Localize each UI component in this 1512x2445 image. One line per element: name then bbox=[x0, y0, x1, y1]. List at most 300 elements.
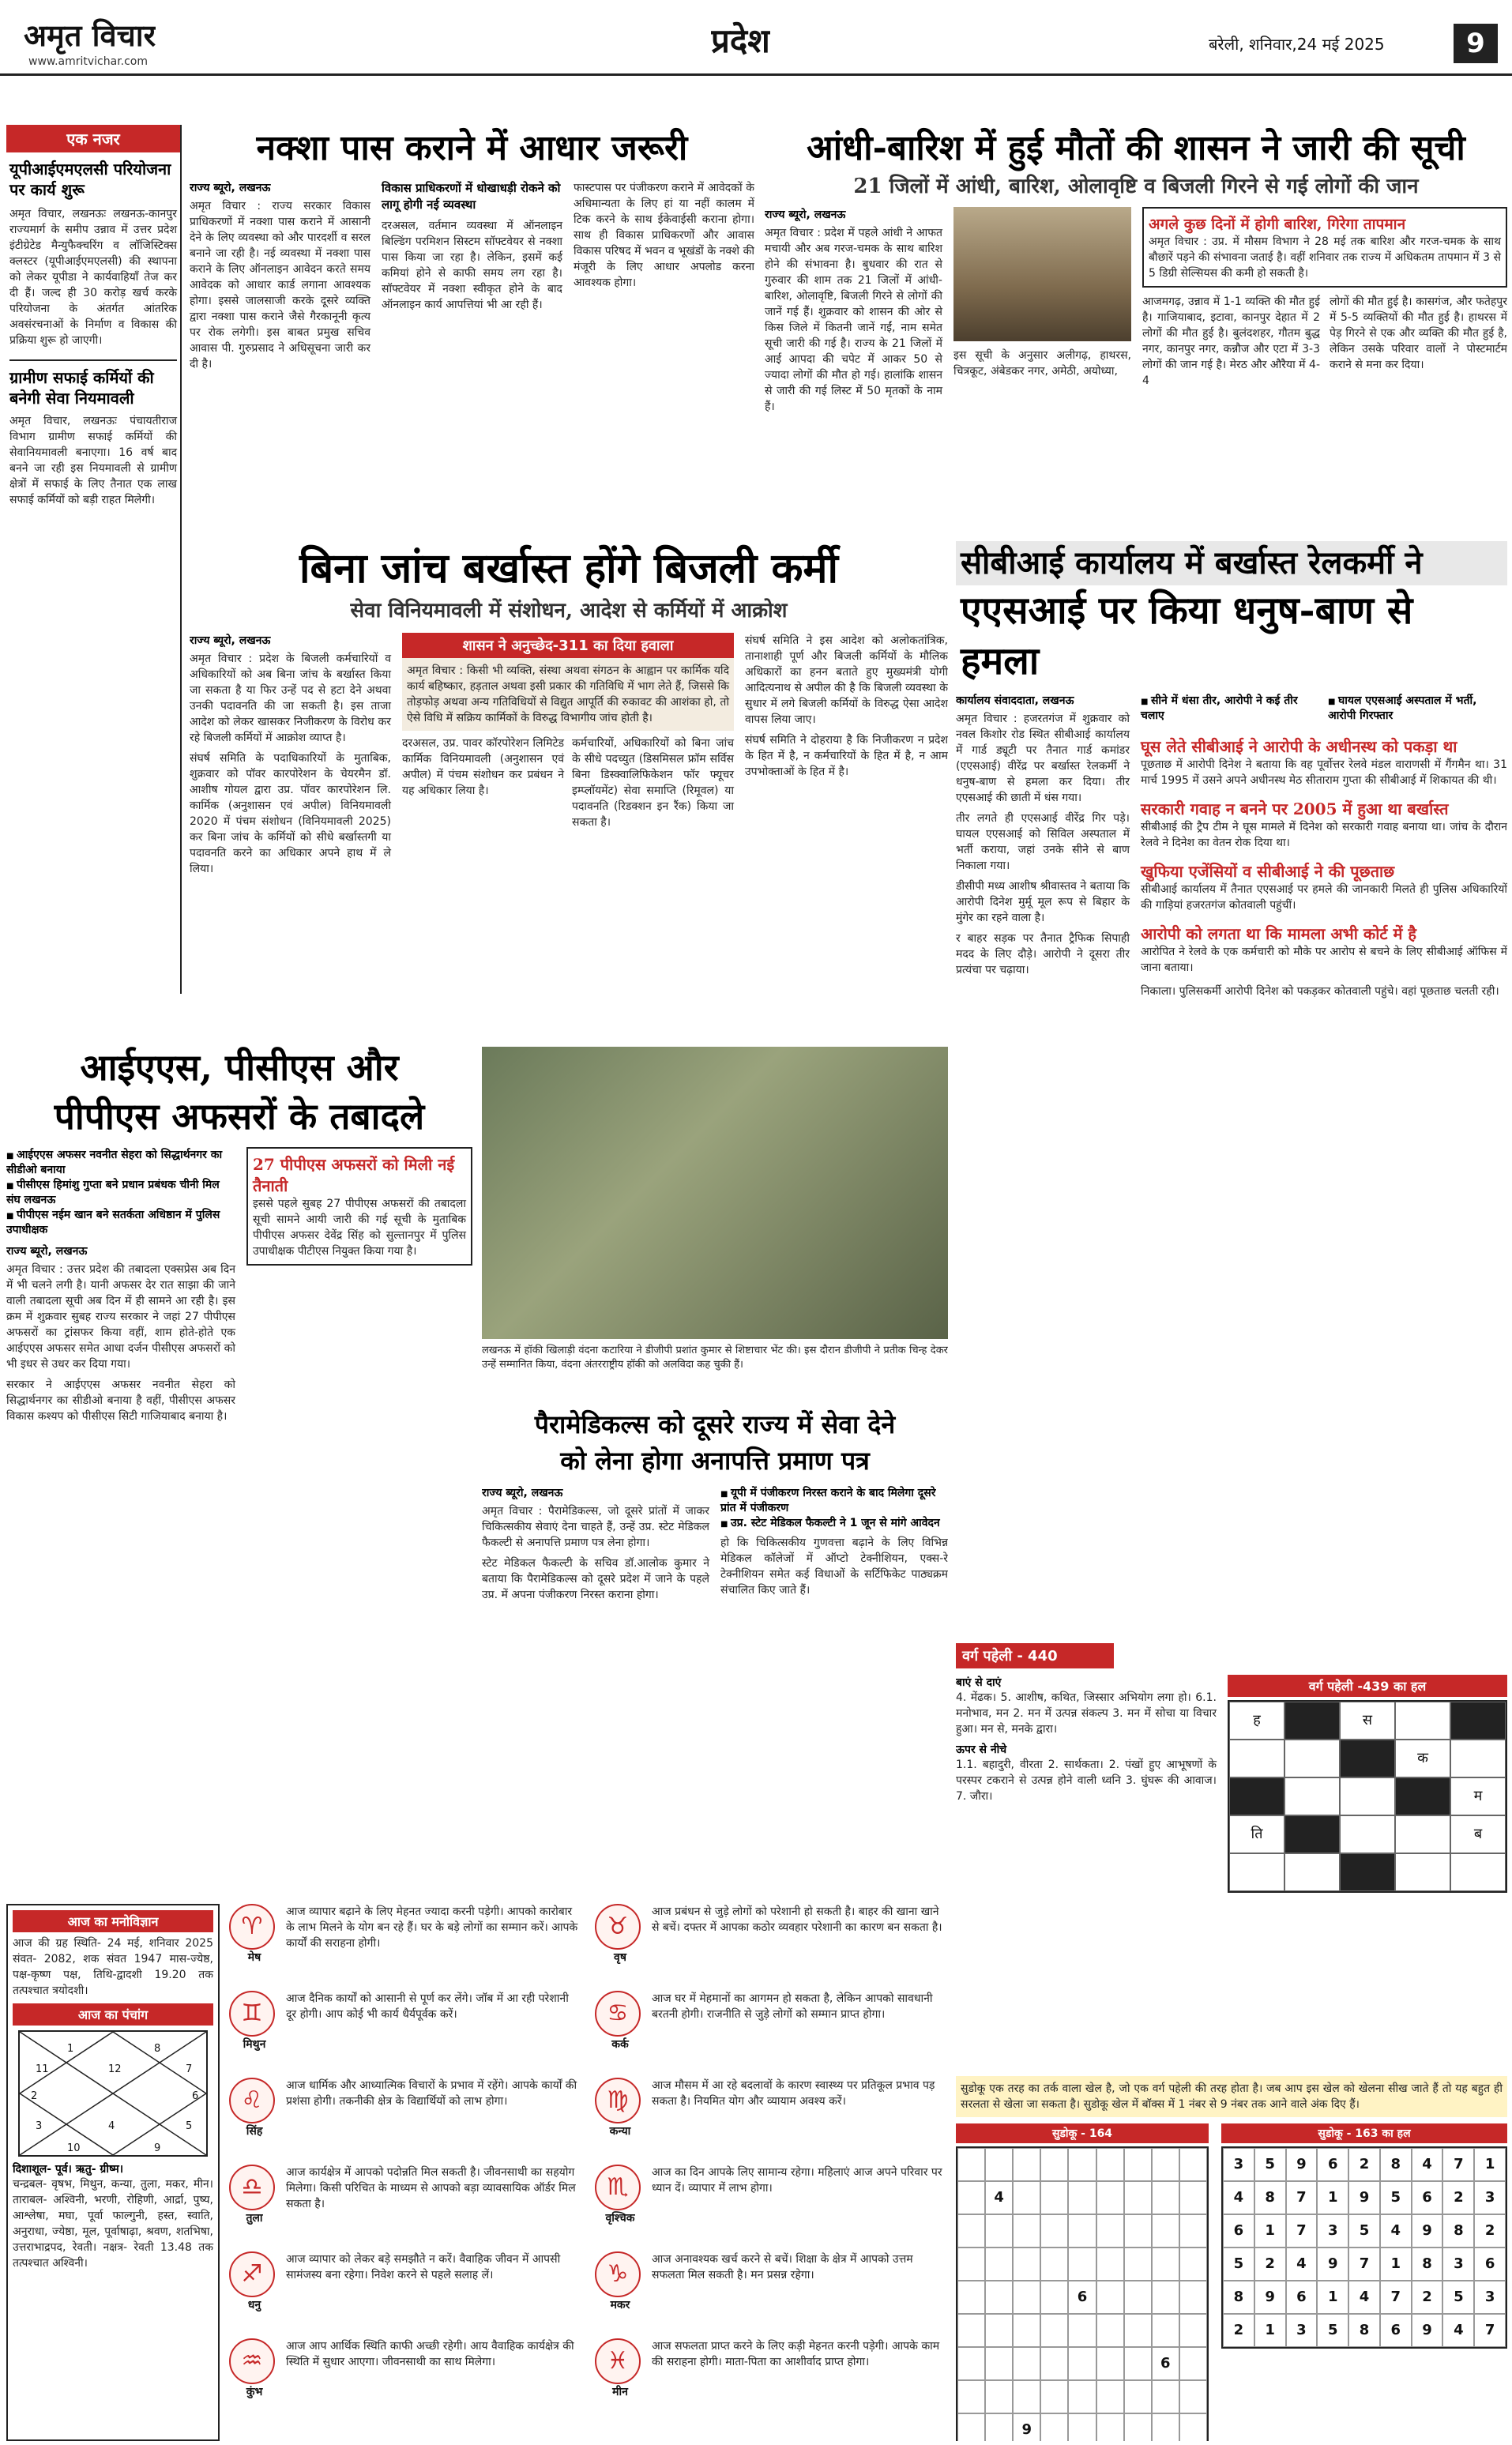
naksha-body-1: अमृत विचार : राज्य सरकार विकास प्राधिकरणों में नक्शा पास कराने में आसानी देने के लिए व्यवस्था को और पारदर्शी व सरल बनाने जा रही है। नई व्यवस्था में नक्शा पास कराने के लिए ऑनलाइन आवेदन करते समय आवेदक को आधार कार्ड लगाना आवश्यक होगा। इससे जालसाजी करके दूसरे व्यक्ति द्वारा नक्शा पास कराने जैसे गैरकानूनी कृत्य पर रोक लगेगी। इस बाबत प्रमुख सचिव आवास पी. गुरुप्रसाद ने अधिसूचना जारी कर दी है। bbox=[190, 200, 370, 371]
aandhi-body-3: आजमगढ़, उन्नाव में 1-1 व्यक्ति की मौत हुई है। गाजियाबाद, इटावा, कानपुर देहात में 2 लोगों की मौत हुई है। बुलंदशहर, गौतम बुद्ध नगर, कानपुर नगर, कन्नौज और एटा में 3-3 लोगों की जान गई है। मेरठ और औरैया में 4-4 bbox=[1142, 295, 1320, 387]
sudoku-cell[interactable] bbox=[985, 2347, 1013, 2380]
sudoku-cell[interactable] bbox=[1096, 2281, 1124, 2314]
rashifal-item bbox=[595, 1991, 948, 2071]
cbi-bullet-1: ■ सीने में धंसा तीर, आरोपी ने कई तीर चलाए bbox=[1141, 693, 1320, 723]
sudoku-cell[interactable] bbox=[1152, 2281, 1179, 2314]
kundali-house-number: 9 bbox=[154, 2142, 161, 2154]
sudoku-cell[interactable] bbox=[1040, 2380, 1068, 2413]
zodiac-name: मेष bbox=[247, 1951, 261, 1964]
crossword-cell bbox=[1284, 1815, 1340, 1853]
kundali-house-number: 2 bbox=[31, 2090, 38, 2102]
sudoku-cell: 7 bbox=[1442, 2148, 1474, 2181]
sudoku-cell[interactable] bbox=[1096, 2214, 1124, 2248]
sudoku-cell[interactable] bbox=[1040, 2214, 1068, 2248]
sudoku-cell: 4 bbox=[1286, 2248, 1318, 2281]
cbi-article bbox=[956, 541, 1507, 1631]
kundali-house-number: 1 bbox=[67, 2043, 74, 2055]
sudoku-cell[interactable] bbox=[1152, 2380, 1179, 2413]
sudoku-cell: 9 bbox=[1412, 2314, 1443, 2347]
bijli-body-5: संघर्ष समिति ने इस आदेश को अलोकतांत्रिक, तानाशाही पूर्ण और बिजली कर्मियों के मौलिक अधिकारों का हनन बताते हुए मुख्यमंत्री योगी आदित्यनाथ से अपील की है कि बिजली व्यवस्था के सुधार में लगे बिजली कर्मियों के विरुद्ध ऐसा आदेश वापस लिया जाए। bbox=[745, 634, 948, 726]
zodiac-icon: ♏ bbox=[595, 2165, 641, 2210]
zodiac-icon: ♋ bbox=[595, 1991, 641, 2037]
sudoku-cell[interactable] bbox=[1179, 2347, 1207, 2380]
sudoku-cell[interactable] bbox=[1124, 2281, 1152, 2314]
crossword-cell bbox=[1284, 1740, 1340, 1777]
sudoku-cell: 3 bbox=[1317, 2214, 1348, 2248]
zodiac-name: कर्क bbox=[611, 2038, 629, 2051]
crossword-across-clues: 4. मेंढक। 5. आशीष, कथित, जिस्सार अभियोग लगा हो। 6.1. मनोभाव, मन 2. मन में उत्पन्न संकल्प 3. मन में सोचा या विचार हुआ। मन से, मनके द्वारा। bbox=[956, 1691, 1217, 1736]
weather-forecast-box bbox=[1142, 207, 1507, 288]
sudoku-cell[interactable] bbox=[1096, 2148, 1124, 2181]
sudoku-cell: 5 bbox=[1380, 2181, 1412, 2214]
sudoku-instructions: सुडोकू एक तरह का तर्क वाला खेल है, जो एक वर्ग पहेली की तरह होता है। जब आप इस खेल को खेलना सीख जाते हैं तो यह बहुत ही सरलता से खेला जा सकता है। सुडोकू खेल में बॉक्स में 1 नंबर से 9 नंबर तक आने वाले अंक दिए हैं। bbox=[956, 2076, 1507, 2117]
crossword-cell bbox=[1229, 1853, 1284, 1891]
ias-bullet-1: ■ आईएएस अफसर नवनीत सेहरा को सिद्धार्थनगर का सीडीओ बनाया bbox=[6, 1147, 235, 1177]
sudoku-cell: 6 bbox=[1286, 2281, 1318, 2314]
sudoku-cell[interactable] bbox=[985, 2314, 1013, 2347]
crossword-cell: क bbox=[1395, 1740, 1450, 1777]
sudoku-cell: 7 bbox=[1286, 2181, 1318, 2214]
crossword-cell: ब bbox=[1450, 1815, 1506, 1853]
zodiac-name: वृष bbox=[614, 1951, 626, 1964]
crossword-cell bbox=[1340, 1740, 1395, 1777]
sudoku-cell: 8 bbox=[1380, 2148, 1412, 2181]
sudoku-puzzle-grid[interactable] bbox=[956, 2146, 1209, 2441]
sudoku-cell[interactable] bbox=[957, 2248, 985, 2281]
paramedical-bullet-1: ■ यूपी में पंजीकरण निरस्त कराने के बाद मिलेगा दूसरे प्रांत में पंजीकरण bbox=[720, 1485, 948, 1515]
sudoku-cell: 7 bbox=[1474, 2314, 1506, 2347]
crossword-down-label: ऊपर से नीचे bbox=[956, 1743, 1007, 1756]
sudoku-cell[interactable] bbox=[1179, 2380, 1207, 2413]
page-number: 9 bbox=[1454, 24, 1498, 63]
zodiac-prediction: आज घर में मेहमानों का आगमन हो सकता है, लेकिन आपको सावधानी बरतनी होगी। राजनीति से जुड़े लोगों को सम्मान प्राप्त होगा। bbox=[652, 1992, 933, 2021]
sudoku-cell: 7 bbox=[1348, 2248, 1380, 2281]
sudoku-cell[interactable] bbox=[1013, 2181, 1040, 2214]
zodiac-icon: ♒ bbox=[229, 2338, 275, 2384]
zodiac-name: वृश्चिक bbox=[605, 2212, 635, 2225]
zodiac-icon: ♓ bbox=[595, 2338, 641, 2384]
sudoku-solution-grid bbox=[1221, 2146, 1507, 2349]
bijli-body-4: कर्मचारियों, अधिकारियों को बिना जांच के सीधे पदच्युत (डिसमिसल फ्रॉम सर्विस बिना डिस्क्वालिफिकेशन फॉर फ्यूचर इम्प्लॉयमेंट) सेवा समाप्ति (रिमूवल) या पदावनति (रिडक्शन इन रैंक) किया जा सकता है। bbox=[572, 737, 734, 829]
panchang-kundali-title: आज का पंचांग bbox=[13, 2003, 213, 2026]
website-url[interactable]: www.amritvichar.com bbox=[28, 55, 149, 68]
sudoku-cell: 9 bbox=[1317, 2248, 1348, 2281]
sudoku-cell[interactable] bbox=[957, 2281, 985, 2314]
ias-body-1: अमृत विचार : उत्तर प्रदेश की तबादला एक्सप्रेस अब दिन में भी चलने लगी है। यानी अफसर देर रात साझा की जाने वाली तबादला सूची अब दिन में ही सामने आ रही है। इस क्रम में शुक्रवार सुबह राज्य सरकार ने जहां 27 पीपीएस अफसरों का ट्रांसफर किया वहीं, शाम होते-होते एक आईएएस अफसर समेत आधा दर्जन पीसीएस अफसरों को भी इधर से उधर कर दिया गया। bbox=[6, 1263, 235, 1371]
paramedical-bullet-2: ■ उप्र. स्टेट मेडिकल फैकल्टी ने 1 जून से मांगे आवेदन bbox=[720, 1515, 948, 1530]
sudoku-cell[interactable] bbox=[1040, 2314, 1068, 2347]
crossword-cell bbox=[1395, 1815, 1450, 1853]
crossword-cell bbox=[1450, 1740, 1506, 1777]
rashifal-grid bbox=[229, 1904, 948, 2419]
rashifal-item bbox=[595, 2078, 948, 2158]
crossword-cell bbox=[1284, 1853, 1340, 1891]
kundali-house-number: 8 bbox=[154, 2043, 161, 2055]
rashifal-item bbox=[229, 1904, 582, 1984]
ek-nazar-headline-2: ग्रामीण सफाई कर्मियों की बनेगी सेवा नियमावली bbox=[9, 359, 177, 408]
sudoku-cell[interactable] bbox=[985, 2380, 1013, 2413]
zodiac-name: मकर bbox=[610, 2299, 630, 2311]
rashifal-item bbox=[229, 2338, 582, 2419]
sudoku-cell[interactable] bbox=[1013, 2314, 1040, 2347]
sudoku-cell: 6 bbox=[1223, 2214, 1254, 2248]
zodiac-name: मीन bbox=[612, 2386, 628, 2398]
sudoku-cell[interactable] bbox=[1179, 2248, 1207, 2281]
panchang-text: आज की ग्रह स्थिति- 24 मई, शनिवार 2025 संवत- 2082, शक संवत 1947 मास-ज्येष्ठ, पक्ष-कृष्ण पक्ष, तिथि-द्वादशी 19.20 तक तत्पश्चात त्रयोदशी। bbox=[13, 1937, 213, 1997]
crossword-cell bbox=[1340, 1853, 1395, 1891]
zodiac-icon: ♈ bbox=[229, 1904, 275, 1950]
sudoku-cell[interactable] bbox=[1013, 2380, 1040, 2413]
bijli-headline: बिना जांच बर्खास्त होंगे बिजली कर्मी bbox=[299, 544, 838, 592]
sudoku-cell: 2 bbox=[1348, 2148, 1380, 2181]
bijli-subheadline: सेवा विनियमावली में संशोधन, आदेश से कर्मियों में आक्रोश bbox=[350, 599, 788, 623]
storm-damage-photo bbox=[953, 207, 1131, 341]
sudoku-cell[interactable] bbox=[957, 2214, 985, 2248]
cbi-byline: कार्यालय संवाददाता, लखनऊ bbox=[956, 694, 1074, 707]
sudoku-cell[interactable] bbox=[1179, 2314, 1207, 2347]
dishashool: दिशाशूल- पूर्व। ऋतु- ग्रीष्म। bbox=[13, 2163, 124, 2176]
kundali-house-number: 11 bbox=[36, 2063, 49, 2075]
sudoku-cell: 8 bbox=[1254, 2181, 1286, 2214]
crossword-cell bbox=[1395, 1777, 1450, 1815]
panchang-sub-title: आज का मनोविज्ञान bbox=[13, 1910, 213, 1932]
cbi-side-headline-3: खुफिया एजेंसियों व सीबीआई ने की पूछताछ bbox=[1141, 862, 1395, 881]
sudoku-cell[interactable] bbox=[1096, 2380, 1124, 2413]
sudoku-cell: 4 bbox=[1223, 2181, 1254, 2214]
ias-bullet-2: ■ पीसीएस हिमांशु गुप्ता बने प्रधान प्रबंधक चीनी मिल संघ लखनऊ bbox=[6, 1177, 235, 1207]
sudoku-cell: 5 bbox=[1442, 2281, 1474, 2314]
sudoku-cell[interactable] bbox=[1096, 2413, 1124, 2441]
kundali-house-number: 7 bbox=[186, 2063, 193, 2075]
paramedical-headline-1: पैरामेडिकल्स को दूसरे राज्य में सेवा देने bbox=[534, 1409, 896, 1439]
sudoku-cell[interactable] bbox=[985, 2413, 1013, 2441]
zodiac-icon: ♐ bbox=[229, 2251, 275, 2297]
bijli-body-2: संघर्ष समिति के पदाधिकारियों के मुताबिक, शुक्रवार को पॉवर कारपोरेशन के चेयरमैन डॉ. आशीष गोयल द्वारा उप्र. पॉवर कारपोरेशन लि. कार्मिक (अनुशासन एवं अपील) विनियमावली 2020 में पंचम संशोधन (विनियमावली 2025) कर बिना जांच के कर्मियों को सीधे बर्खास्तगी या पदावनति करने का अधिकार अपने हाथ में ले लिया। bbox=[190, 752, 391, 875]
sudoku-cell: 7 bbox=[1380, 2281, 1412, 2314]
panchang-more: चन्द्रबल- वृषभ, मिथुन, कन्या, तुला, मकर, मीन। ताराबल- अश्विनी, भरणी, रोहिणी, आर्द्रा, पुष्य, आश्लेषा, मघा, पूर्वा फाल्गुनी, हस्त, स्वाति, अनुराधा, ज्येष्ठा, मूल, पूर्वाषाढ़ा, श्रवण, शतभिषा, उत्तराभाद्रपद, रेवती। नक्षत्र- रेवती 13.48 तक तत्पश्चात अश्विनी। bbox=[13, 2178, 213, 2270]
sudoku-cell: 2 bbox=[1412, 2281, 1443, 2314]
sudoku-cell: 1 bbox=[1317, 2181, 1348, 2214]
zodiac-prediction: आज व्यापार बढ़ाने के लिए मेहनत ज्यादा करनी पड़ेगी। आपको कारोबार के लाभ मिलने के योग बन रहे हैं। घर के बड़े लोगों का सम्मान करें। आपके कार्यों की सराहना होगी। bbox=[286, 1905, 578, 1950]
sudoku-cell[interactable] bbox=[957, 2413, 985, 2441]
zodiac-name: तुला bbox=[246, 2212, 263, 2225]
forecast-title: अगले कुछ दिनों में होगी बारिश, गिरेगा तापमान bbox=[1149, 216, 1406, 233]
sudoku-cell[interactable] bbox=[1124, 2380, 1152, 2413]
naksha-body-2: दरअसल, वर्तमान व्यवस्था में ऑनलाइन बिल्डिंग परमिशन सिस्टम सॉफ्टवेयर से नक्शा पास किया जा रहा है। लेकिन, इसमें कई कमियां होने से काफी समय लग रहा है। सॉफ्टवेयर में नक्शा स्वीकृत होने के बाद ऑनलाइन कार्य आपत्तियां भी आ रही हैं। bbox=[382, 220, 562, 311]
sudoku-cell[interactable] bbox=[957, 2148, 985, 2181]
aandhi-body-4: लोगों की मौत हुई है। कासगंज, और फतेहपुर में 5-5 व्यक्तियों की मौत हुई है। हाथरस में पेड़ गिरने से एक और व्यक्ति की मौत हुई है, लेकिन उसके परिवार वालों ने पोस्टमार्टम कराने से मना कर दिया। bbox=[1330, 295, 1507, 371]
cbi-body-5: र बाहर सड़क पर तैनात ट्रैफिक सिपाही मदद के लिए दौड़े। आरोपी ने दूसरा तीर प्रत्यंचा पर चढ़ाया। bbox=[956, 932, 1130, 976]
sudoku-cell[interactable]: 6 bbox=[1068, 2281, 1096, 2314]
aandhi-subheadline: 21 जिलों में आंधी, बारिश, ओलावृष्टि व बिजली गिरने से गई लोगों की जान bbox=[853, 175, 1419, 198]
cbi-side-headline-4: आरोपी को लगता था कि मामला अभी कोर्ट में है bbox=[1141, 924, 1417, 943]
sudoku-cell[interactable] bbox=[1013, 2248, 1040, 2281]
crossword-cell bbox=[1450, 1702, 1506, 1740]
ek-nazar-column bbox=[6, 125, 182, 994]
kundali-lines bbox=[20, 2032, 206, 2155]
sudoku-cell: 3 bbox=[1474, 2281, 1506, 2314]
rashifal-item bbox=[595, 2338, 948, 2419]
sudoku-cell[interactable] bbox=[1096, 2314, 1124, 2347]
sudoku-cell[interactable] bbox=[1124, 2181, 1152, 2214]
crossword-cell bbox=[1284, 1702, 1340, 1740]
crossword-prev-grid bbox=[1228, 1700, 1507, 1893]
zodiac-icon: ♑ bbox=[595, 2251, 641, 2297]
panchang-block bbox=[6, 1904, 220, 2441]
cbi-side-body-4: आरोपित ने रेलवे के एक कर्मचारी को मौके पर आरोप से बचने के लिए सीबीआई ऑफिस में जाना बताया। bbox=[1141, 946, 1507, 974]
zodiac-prediction: आज व्यापार को लेकर बड़े समझौते न करें। वैवाहिक जीवन में आपसी सामंजस्य बना रहेगा। निवेश करने से पहले सलाह लें। bbox=[286, 2253, 561, 2281]
crossword-cell bbox=[1395, 1853, 1450, 1891]
sudoku-cell[interactable] bbox=[1068, 2347, 1096, 2380]
sudoku-cell[interactable]: 6 bbox=[1152, 2347, 1179, 2380]
naksha-byline: राज्य ब्यूरो, लखनऊ bbox=[190, 182, 271, 194]
sudoku-cell: 9 bbox=[1286, 2148, 1318, 2181]
paramedical-article bbox=[482, 1406, 948, 1896]
zodiac-prediction: आज प्रबंधन से जुड़े लोगों को परेशानी हो सकती है। बाहर की खाना खाने से बचें। दफ्तर में आपका कठोर व्यवहार परेशानी का कारण बन सकता है। bbox=[652, 1905, 942, 1934]
sudoku-cell: 6 bbox=[1380, 2314, 1412, 2347]
sudoku-cell[interactable] bbox=[1124, 2413, 1152, 2441]
sudoku-cell[interactable] bbox=[1124, 2314, 1152, 2347]
sudoku-cell[interactable] bbox=[1068, 2148, 1096, 2181]
sudoku-cell: 2 bbox=[1223, 2314, 1254, 2347]
crossword-block bbox=[956, 1643, 1507, 2070]
ias-bullet-3: ■ पीपीएस नईम खान बने सतर्कता अधिष्ठान में पुलिस उपाधीक्षक bbox=[6, 1207, 235, 1237]
sudoku-cell[interactable] bbox=[1179, 2413, 1207, 2441]
kundali-house-number: 6 bbox=[192, 2090, 199, 2102]
sudoku-cell[interactable] bbox=[957, 2380, 985, 2413]
sudoku-cell: 6 bbox=[1317, 2148, 1348, 2181]
crossword-cell: ह bbox=[1229, 1702, 1284, 1740]
bijli-byline: राज्य ब्यूरो, लखनऊ bbox=[190, 634, 271, 647]
sudoku-cell: 1 bbox=[1474, 2148, 1506, 2181]
sudoku-cell[interactable] bbox=[1179, 2148, 1207, 2181]
sudoku-cell: 3 bbox=[1474, 2181, 1506, 2214]
sudoku-cell[interactable] bbox=[1068, 2380, 1096, 2413]
crossword-cell: म bbox=[1450, 1777, 1506, 1815]
sudoku-cell[interactable] bbox=[1040, 2148, 1068, 2181]
naksha-body-3: फास्टपास पर पंजीकरण कराने में आवेदकों के अधिमान्यता के लिए हां या नहीं कालम में टिक करने के साथ ईकेवाईसी कराना होगा। साथ ही विकास प्राधिकरणों और आवास विकास परिषद में भवन व भूखंडों के नक्शे की मंजूरी के लिए आधार अपलोड करना आवश्यक होगा। bbox=[574, 182, 754, 289]
rashifal-block bbox=[229, 1904, 948, 2441]
kundali-house-number: 4 bbox=[108, 2120, 115, 2132]
sudoku-cell[interactable] bbox=[985, 2214, 1013, 2248]
crossword-across-label: बाएं से दाएं bbox=[956, 1676, 1002, 1689]
naksha-headline: नक्शा पास कराने में आधार जरूरी bbox=[256, 128, 688, 168]
zodiac-icon: ♍ bbox=[595, 2078, 641, 2123]
masthead bbox=[0, 0, 1512, 76]
cbi-side-headline-2: सरकारी गवाह न बनने पर 2005 में हुआ था बर्खास्त bbox=[1141, 799, 1449, 818]
ek-nazar-body-1: अमृत विचार, लखनऊः लखनऊ-कानपुर राज्यमार्ग के समीप उन्नाव में उत्तर प्रदेश इंटीग्रेटेड मैन्युफैक्चरिंग व लॉजिस्टिक्स क्लस्टर (यूपीआईएमएलसी) की स्थापना को लेकर यूपीडा ने कार्यवाहियाँ तेज कर दी हैं। जल्द ही 30 करोड़ खर्च करके परियोजना के अंतर्गत आंतरिक अवसंरचनाओं के निर्माण व विकास की प्रक्रिया शुरू हो जाएगी। bbox=[9, 208, 177, 347]
sudoku-cell: 5 bbox=[1348, 2214, 1380, 2248]
sudoku-cell[interactable] bbox=[957, 2347, 985, 2380]
sudoku-cell[interactable]: 4 bbox=[985, 2181, 1013, 2214]
pps-box-text: इससे पहले सुबह 27 पीपीएस अफसरों की तबादला सूची सामने आयी जारी की गई सूची के मुताबिक पीपीएस अफसर देवेंद्र सिंह को सुल्तानपुर में पुलिस उपाधीक्षक पीटीएस नियुक्त किया गया है। bbox=[253, 1198, 466, 1258]
ias-article bbox=[6, 1043, 472, 1888]
sudoku-cell[interactable] bbox=[1013, 2347, 1040, 2380]
sudoku-cell[interactable] bbox=[1124, 2214, 1152, 2248]
zodiac-prediction: आज आप आर्थिक स्थिति काफी अच्छी रहेगी। आय वैवाहिक कार्यक्षेत्र की स्थिति में सुधार आएगा। जीवनसाथी का साथ मिलेगा। bbox=[286, 2340, 574, 2368]
sudoku-cell[interactable] bbox=[1013, 2214, 1040, 2248]
pps-box-title: 27 पीपीएस अफसरों को मिली नई तैनाती bbox=[253, 1155, 455, 1195]
rashifal-item bbox=[595, 2165, 948, 2245]
kundali-house-number: 3 bbox=[36, 2120, 43, 2132]
sudoku-cell[interactable] bbox=[1179, 2181, 1207, 2214]
sudoku-cell: 9 bbox=[1254, 2281, 1286, 2314]
sudoku-cell[interactable] bbox=[985, 2148, 1013, 2181]
bijli-kicker: शासन ने अनुच्छेद-311 का दिया हवाला bbox=[402, 633, 734, 658]
zodiac-prediction: आज कार्यक्षेत्र में आपको पदोन्नति मिल सकती है। जीवनसाथी का सहयोग मिलेगा। किसी परिचित के माध्यम से आपको बड़ा व्यावसायिक ऑर्डर मिल सकता है। bbox=[286, 2166, 576, 2210]
aandhi-byline: राज्य ब्यूरो, लखनऊ bbox=[765, 209, 846, 221]
sudoku-cell: 4 bbox=[1442, 2314, 1474, 2347]
sudoku-cell[interactable] bbox=[1124, 2347, 1152, 2380]
sudoku-cell[interactable] bbox=[1124, 2248, 1152, 2281]
crossword-title: वर्ग पहेली - 440 bbox=[956, 1643, 1114, 1668]
cbi-body-4: डीसीपी मध्य आशीष श्रीवास्तव ने बताया कि आरोपी दिनेश मुर्मू मूल रूप से बिहार के मुंगेर का रहने वाला है। bbox=[956, 880, 1130, 924]
sudoku-cell[interactable] bbox=[1040, 2248, 1068, 2281]
bijli-article bbox=[190, 541, 948, 1031]
sudoku-cell[interactable] bbox=[1179, 2281, 1207, 2314]
naksha-highlight: विकास प्राधिकरणों में धोखाधड़ी रोकने को लागू होगी नई व्यवस्था bbox=[382, 181, 561, 212]
sudoku-cell: 5 bbox=[1254, 2148, 1286, 2181]
sudoku-cell: 8 bbox=[1442, 2214, 1474, 2248]
ias-byline: राज्य ब्यूरो, लखनऊ bbox=[6, 1245, 88, 1258]
zodiac-name: कन्या bbox=[609, 2125, 631, 2138]
sudoku-cell: 3 bbox=[1442, 2248, 1474, 2281]
sudoku-cell: 1 bbox=[1317, 2281, 1348, 2314]
sudoku-cell[interactable] bbox=[1152, 2181, 1179, 2214]
photo-caption: लखनऊ में हॉकी खिलाड़ी वंदना कटारिया ने डीजीपी प्रशांत कुमार से शिष्टाचार भेंट की। इस दौरान डीजीपी ने प्रतीक चिन्ह देकर उन्हें सम्मानित किया, वंदना अंतरराष्ट्रीय हॉकी को अलविदा कह चुकी हैं। bbox=[482, 1345, 948, 1371]
cbi-side-body-2: सीबीआई की ट्रैप टीम ने घूस मामले में दिनेश को सरकारी गवाह बनाया था। जांच के दौरान रेलवे ने दिनेश का वेतन रोक दिया था। bbox=[1141, 821, 1507, 849]
sudoku-cell: 6 bbox=[1412, 2181, 1443, 2214]
zodiac-icon: ♌ bbox=[229, 2078, 275, 2123]
sudoku-cell: 4 bbox=[1348, 2281, 1380, 2314]
crossword-cell: स bbox=[1340, 1702, 1395, 1740]
newspaper-logo: अमृत विचार bbox=[24, 17, 156, 53]
aandhi-body-1: अमृत विचार : प्रदेश में पहले आंधी ने आफत मचायी और अब गरज-चमक के साथ बारिश होने की संभावना है। बुधवार की रात से गुरुवार की शाम तक 21 जिलों में आंधी-बारिश, ओलावृष्टि, बिजली गिरने से लोगों की जानें गई हैं। शुक्रवार को शासन की ओर से किस जिले में कितनी जानें गईं, नाम समेत सूची जारी की गई है। राज्य के 21 जिलों में आई आपदा की चपेट में आकर 50 से ज्यादा लोगों की मौत हो गई। हालांकि शासन से जारी की गई लिस्ट में 50 मृतकों के नाम हैं। bbox=[765, 227, 942, 413]
crossword-cell bbox=[1284, 1777, 1340, 1815]
sudoku-cell[interactable] bbox=[1040, 2181, 1068, 2214]
rashifal-item bbox=[229, 2251, 582, 2332]
dateline: बरेली, शनिवार,24 मई 2025 bbox=[1209, 35, 1385, 54]
bijli-body-3: दरअसल, उप्र. पावर कॉरपोरेशन लिमिटेड कार्मिक विनियमावली (अनुशासन एवं अपील) में पंचम संशोधन कर प्रबंधन ने यह अधिकार लिया है। bbox=[402, 737, 564, 797]
paramedical-byline: राज्य ब्यूरो, लखनऊ bbox=[482, 1487, 563, 1499]
pps-transfer-box bbox=[246, 1147, 472, 1266]
zodiac-prediction: आज का दिन आपके लिए सामान्य रहेगा। महिलाएं आज अपने परिवार पर ध्यान दें। व्यापार में लाभ होगा। bbox=[652, 2166, 942, 2195]
forecast-text: अमृत विचार : उप्र. में मौसम विभाग ने 28 मई तक बारिश और गरज-चमक के साथ बौछारें पड़ने की संभावना जताई है। वहीं शनिवार तक राज्य में अधिकतम तापमान में 3 से 5 डिग्री सेल्सियस की कमी हो सकती है। bbox=[1149, 235, 1501, 280]
bijli-body-6: संघर्ष समिति ने दोहराया है कि निजीकरण न प्रदेश के हित में है, न कर्मचारियों के हित में है, न आम उपभोक्ताओं के हित में है। bbox=[745, 734, 948, 778]
zodiac-name: सिंह bbox=[246, 2125, 263, 2138]
sudoku-cell[interactable] bbox=[1040, 2347, 1068, 2380]
sudoku-cell[interactable] bbox=[1068, 2214, 1096, 2248]
sudoku-cell: 1 bbox=[1380, 2248, 1412, 2281]
crossword-cell bbox=[1450, 1853, 1506, 1891]
aandhi-article bbox=[765, 125, 1507, 536]
sudoku-cell[interactable] bbox=[1068, 2314, 1096, 2347]
sudoku-cell[interactable] bbox=[985, 2281, 1013, 2314]
sudoku-cell: 2 bbox=[1474, 2214, 1506, 2248]
crossword-cell: ति bbox=[1229, 1815, 1284, 1853]
sudoku-cell[interactable] bbox=[1152, 2413, 1179, 2441]
sudoku-cell[interactable] bbox=[1040, 2281, 1068, 2314]
sudoku-cell[interactable] bbox=[957, 2181, 985, 2214]
ek-nazar-headline-1: यूपीआईएमएलसी परियोजना पर कार्य शुरू bbox=[9, 160, 171, 199]
crossword-down-clues: 1.1. बहादुरी, वीरता 2. सार्थकता। 2. पंखों हुए आभूषणों के परस्पर टकराने से उत्पन्न होने वाली ध्वनि 3. घुंघरू की आवाज। 7. जौरा। bbox=[956, 1759, 1217, 1803]
aandhi-body-2: इस सूची के अनुसार अलीगढ़, हाथरस, चित्रकूट, अंबेडकर नगर, अमेठी, अयोध्या, bbox=[953, 349, 1131, 378]
zodiac-icon: ♉ bbox=[595, 1904, 641, 1950]
zodiac-prediction: आज अनावश्यक खर्च करने से बचें। शिक्षा के क्षेत्र में आपको उत्तम सफलता मिल सकती है। मन प्रसन्न रहेगा। bbox=[652, 2253, 913, 2281]
ias-headline-1: आईएएस, पीसीएस और bbox=[80, 1046, 399, 1089]
zodiac-name: धनु bbox=[247, 2299, 261, 2311]
sudoku-cell[interactable] bbox=[957, 2314, 985, 2347]
sudoku-cell: 2 bbox=[1442, 2181, 1474, 2214]
sudoku-cell[interactable] bbox=[1096, 2181, 1124, 2214]
sudoku-cell[interactable] bbox=[1152, 2148, 1179, 2181]
zodiac-prediction: आज दैनिक कार्यों को आसानी से पूर्ण कर लेंगे। जॉब में आ रही परेशानी दूर होगी। आप कोई भी कार्य धैर्यपूर्वक करें। bbox=[286, 1992, 569, 2021]
crossword-cell bbox=[1340, 1815, 1395, 1853]
sudoku-cell[interactable] bbox=[1152, 2314, 1179, 2347]
zodiac-prediction: आज धार्मिक और आध्यात्मिक विचारों के प्रभाव में रहेंगे। आपके कार्यों की प्रशंसा होगी। तकनीकी क्षेत्र के विद्यार्थियों को लाभ होगा। bbox=[286, 2079, 577, 2108]
rashifal-item bbox=[229, 1991, 582, 2071]
sudoku-prev-title: सुडोकू - 163 का हल bbox=[1221, 2123, 1507, 2143]
sudoku-cell[interactable]: 9 bbox=[1013, 2413, 1040, 2441]
sudoku-cell: 4 bbox=[1412, 2148, 1443, 2181]
sudoku-cell: 3 bbox=[1286, 2314, 1318, 2347]
sudoku-cell: 9 bbox=[1348, 2181, 1380, 2214]
kundali-house-number: 10 bbox=[67, 2142, 81, 2154]
cbi-side-headline-1: घूस लेते सीबीआई ने आरोपी के अधीनस्थ को पकड़ा था bbox=[1141, 737, 1457, 756]
cbi-headline-2: एएसआई पर किया धनुष-बाण से हमला bbox=[961, 589, 1413, 683]
photo-block bbox=[482, 1047, 948, 1394]
sudoku-cell[interactable] bbox=[1096, 2248, 1124, 2281]
cbi-headline-1: सीबीआई कार्यालय में बर्खास्त रेलकर्मी ने bbox=[956, 541, 1507, 585]
sudoku-cell[interactable] bbox=[1068, 2181, 1096, 2214]
cbi-side-body-1: पूछताछ में आरोपी दिनेश ने बताया कि वह पूर्वोत्तर रेलवे मंडल वाराणसी में गैंगमैन था। 31 मार्च 1995 में उसने अपने अधीनस्थ मेठ सीताराम गुप्ता की सीबीआई में शिकायत की थी। bbox=[1141, 758, 1507, 787]
sudoku-cell[interactable] bbox=[1179, 2214, 1207, 2248]
sudoku-cell[interactable] bbox=[1013, 2281, 1040, 2314]
kundali-house-number: 12 bbox=[108, 2063, 122, 2075]
sudoku-cell[interactable] bbox=[1013, 2148, 1040, 2181]
sudoku-cell: 5 bbox=[1317, 2314, 1348, 2347]
paramedical-headline-2: को लेना होगा अनापत्ति प्रमाण पत्र bbox=[560, 1446, 870, 1476]
sudoku-cell: 1 bbox=[1254, 2214, 1286, 2248]
sudoku-label: सुडोकू - 164 bbox=[956, 2123, 1209, 2143]
section-title: प्रदेश bbox=[711, 21, 770, 60]
sudoku-cell[interactable] bbox=[985, 2248, 1013, 2281]
sudoku-cell: 8 bbox=[1223, 2281, 1254, 2314]
rashifal-item bbox=[229, 2078, 582, 2158]
crossword-cell bbox=[1340, 1777, 1395, 1815]
bijli-body-1: अमृत विचार : प्रदेश के बिजली कर्मचारियों व अधिकारियों को अब बिना जांच के बर्खास्त किया जा सकता है या फिर उन्हें पद से हटा देने अथवा उनकी पदावनति की जा सकती है। इस ताजा आदेश को लेकर खासकर निजीकरण के विरोध कर रहे बिजली कर्मियों में आक्रोश व्याप्त है। bbox=[190, 653, 391, 744]
sudoku-cell[interactable] bbox=[1152, 2214, 1179, 2248]
sudoku-cell: 4 bbox=[1380, 2214, 1412, 2248]
zodiac-name: मिथुन bbox=[243, 2038, 266, 2051]
cbi-body-3: तीर लगते ही एएसआई वीरेंद्र गिर पड़े। घायल एएसआई को सिविल अस्पताल में भर्ती कराया, जहां उनके सीने से बाण निकाला गया। bbox=[956, 812, 1130, 872]
ek-nazar-body-2: अमृत विचार, लखनऊः पंचायतीराज विभाग ग्रामीण सफाई कर्मियों की सेवानियमावली बनाएगा। 16 वर्ष बाद बनने जा रही इस नियमावली से ग्रामीण क्षेत्रों में सफाई के लिए तैनात एक लाख सफाई कर्मियों को बड़ी राहत मिलेगी। bbox=[9, 415, 177, 506]
cbi-bullet-2: ■ घायल एएसआई अस्पताल में भर्ती, आरोपी गिरफ्तार bbox=[1328, 693, 1507, 723]
sudoku-cell: 8 bbox=[1412, 2248, 1443, 2281]
sudoku-cell[interactable] bbox=[1068, 2413, 1096, 2441]
cbi-body-6: निकाला। पुलिसकर्मी आरोपी दिनेश को पकड़कर कोतवाली पहुंचे। वहां पूछताछ चलती रही। bbox=[1141, 985, 1499, 998]
sudoku-cell: 2 bbox=[1254, 2248, 1286, 2281]
cbi-side-body-3: सीबीआई कार्यालय में तैनात एएसआई पर हमले की जानकारी मिलते ही पुलिस अधिकारियों की गाड़ियां हजरतगंज कोतवाली पहुंचीं। bbox=[1141, 883, 1507, 912]
sudoku-cell: 6 bbox=[1474, 2248, 1506, 2281]
sudoku-cell[interactable] bbox=[1068, 2248, 1096, 2281]
sudoku-cell[interactable] bbox=[1152, 2248, 1179, 2281]
crossword-cell bbox=[1229, 1740, 1284, 1777]
sudoku-cell[interactable] bbox=[1124, 2148, 1152, 2181]
rashifal-item bbox=[595, 1904, 948, 1984]
sudoku-cell[interactable] bbox=[1040, 2413, 1068, 2441]
sudoku-cell[interactable] bbox=[1096, 2347, 1124, 2380]
